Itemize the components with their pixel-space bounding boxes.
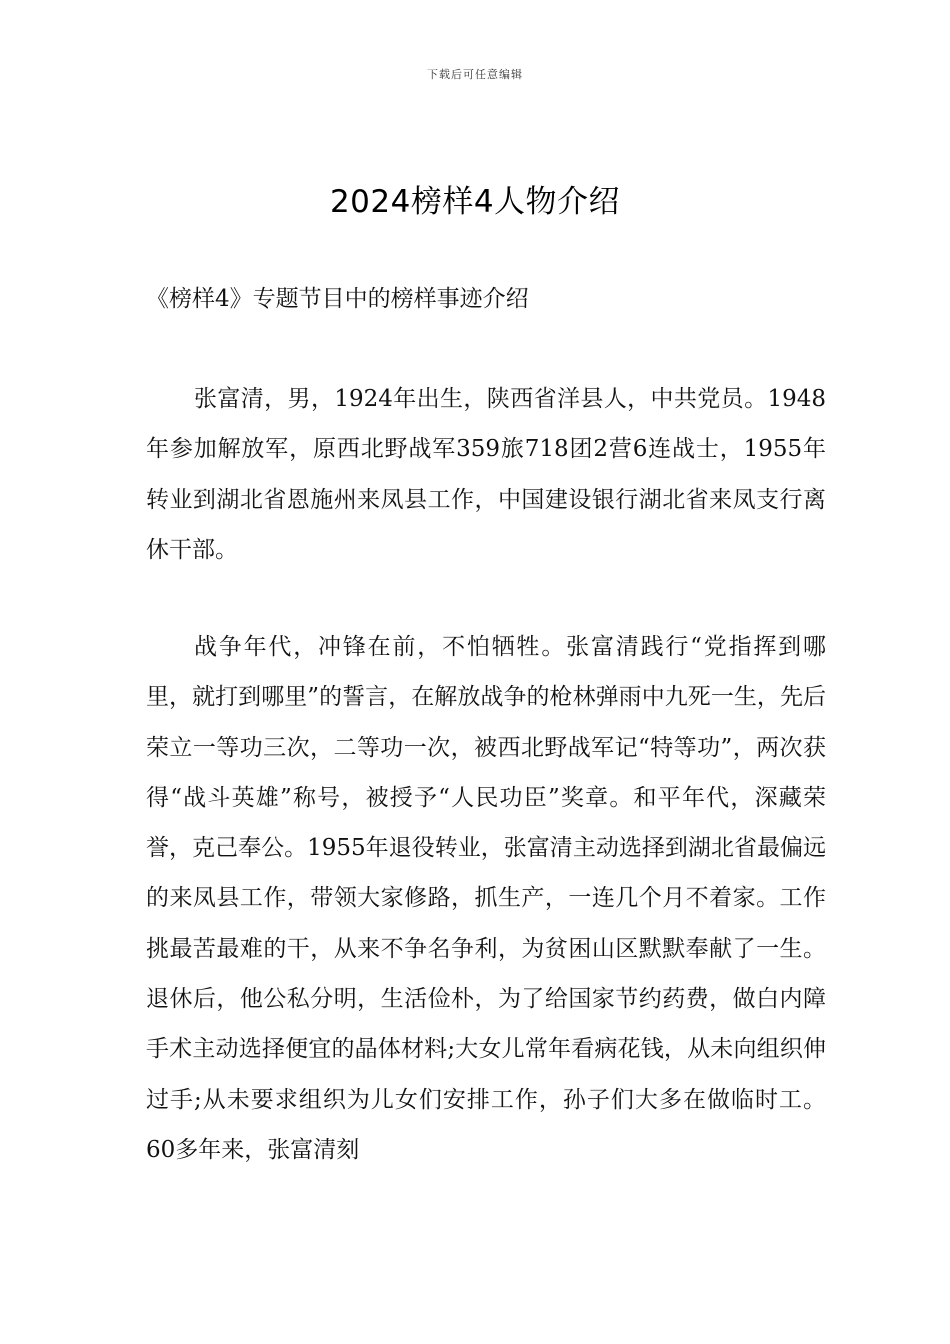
- document-subtitle: 《榜样4》专题节目中的榜样事迹介绍: [146, 286, 529, 312]
- page-title: 2024榜样4人物介绍: [329, 184, 621, 220]
- paragraph-biography: 张富清，男，1924年出生，陕西省洋县人，中共党员。1948年参加解放军，原西北野战军359旅718团2营6连战士，1955年转业到湖北省恩施州来凤县工作，中国建设银行湖北省来凤支行离休干部。: [146, 386, 826, 563]
- header-note: 下载后可任意编辑: [427, 68, 523, 81]
- paragraph-deeds: 战争年代，冲锋在前，不怕牺牲。张富清践行“党指挥到哪里，就打到哪里”的誓言，在解放战争的枪林弹雨中九死一生，先后荣立一等功三次，二等功一次，被西北野战军记“特等功”，两次获得“战斗英雄”称号，被授予“人民功臣”奖章。和平年代，深藏荣誉，克己奉公。1955年退役转业，张富清主动选择到湖北省最偏远的来凤县工作，带领大家修路，抓生产，一连几个月不着家。工作挑最苦最难的干，从来不争名争利，为贫困山区默默奉献了一生。退休后，他公私分明，生活俭朴，为了给国家节约药费，做白内障手术主动选择便宜的晶体材料;大女儿常年看病花钱，从未向组织伸过手;从未要求组织为儿女们安排工作，孙子们大多在做临时工。60多年来，张富清刻: [146, 634, 826, 1163]
